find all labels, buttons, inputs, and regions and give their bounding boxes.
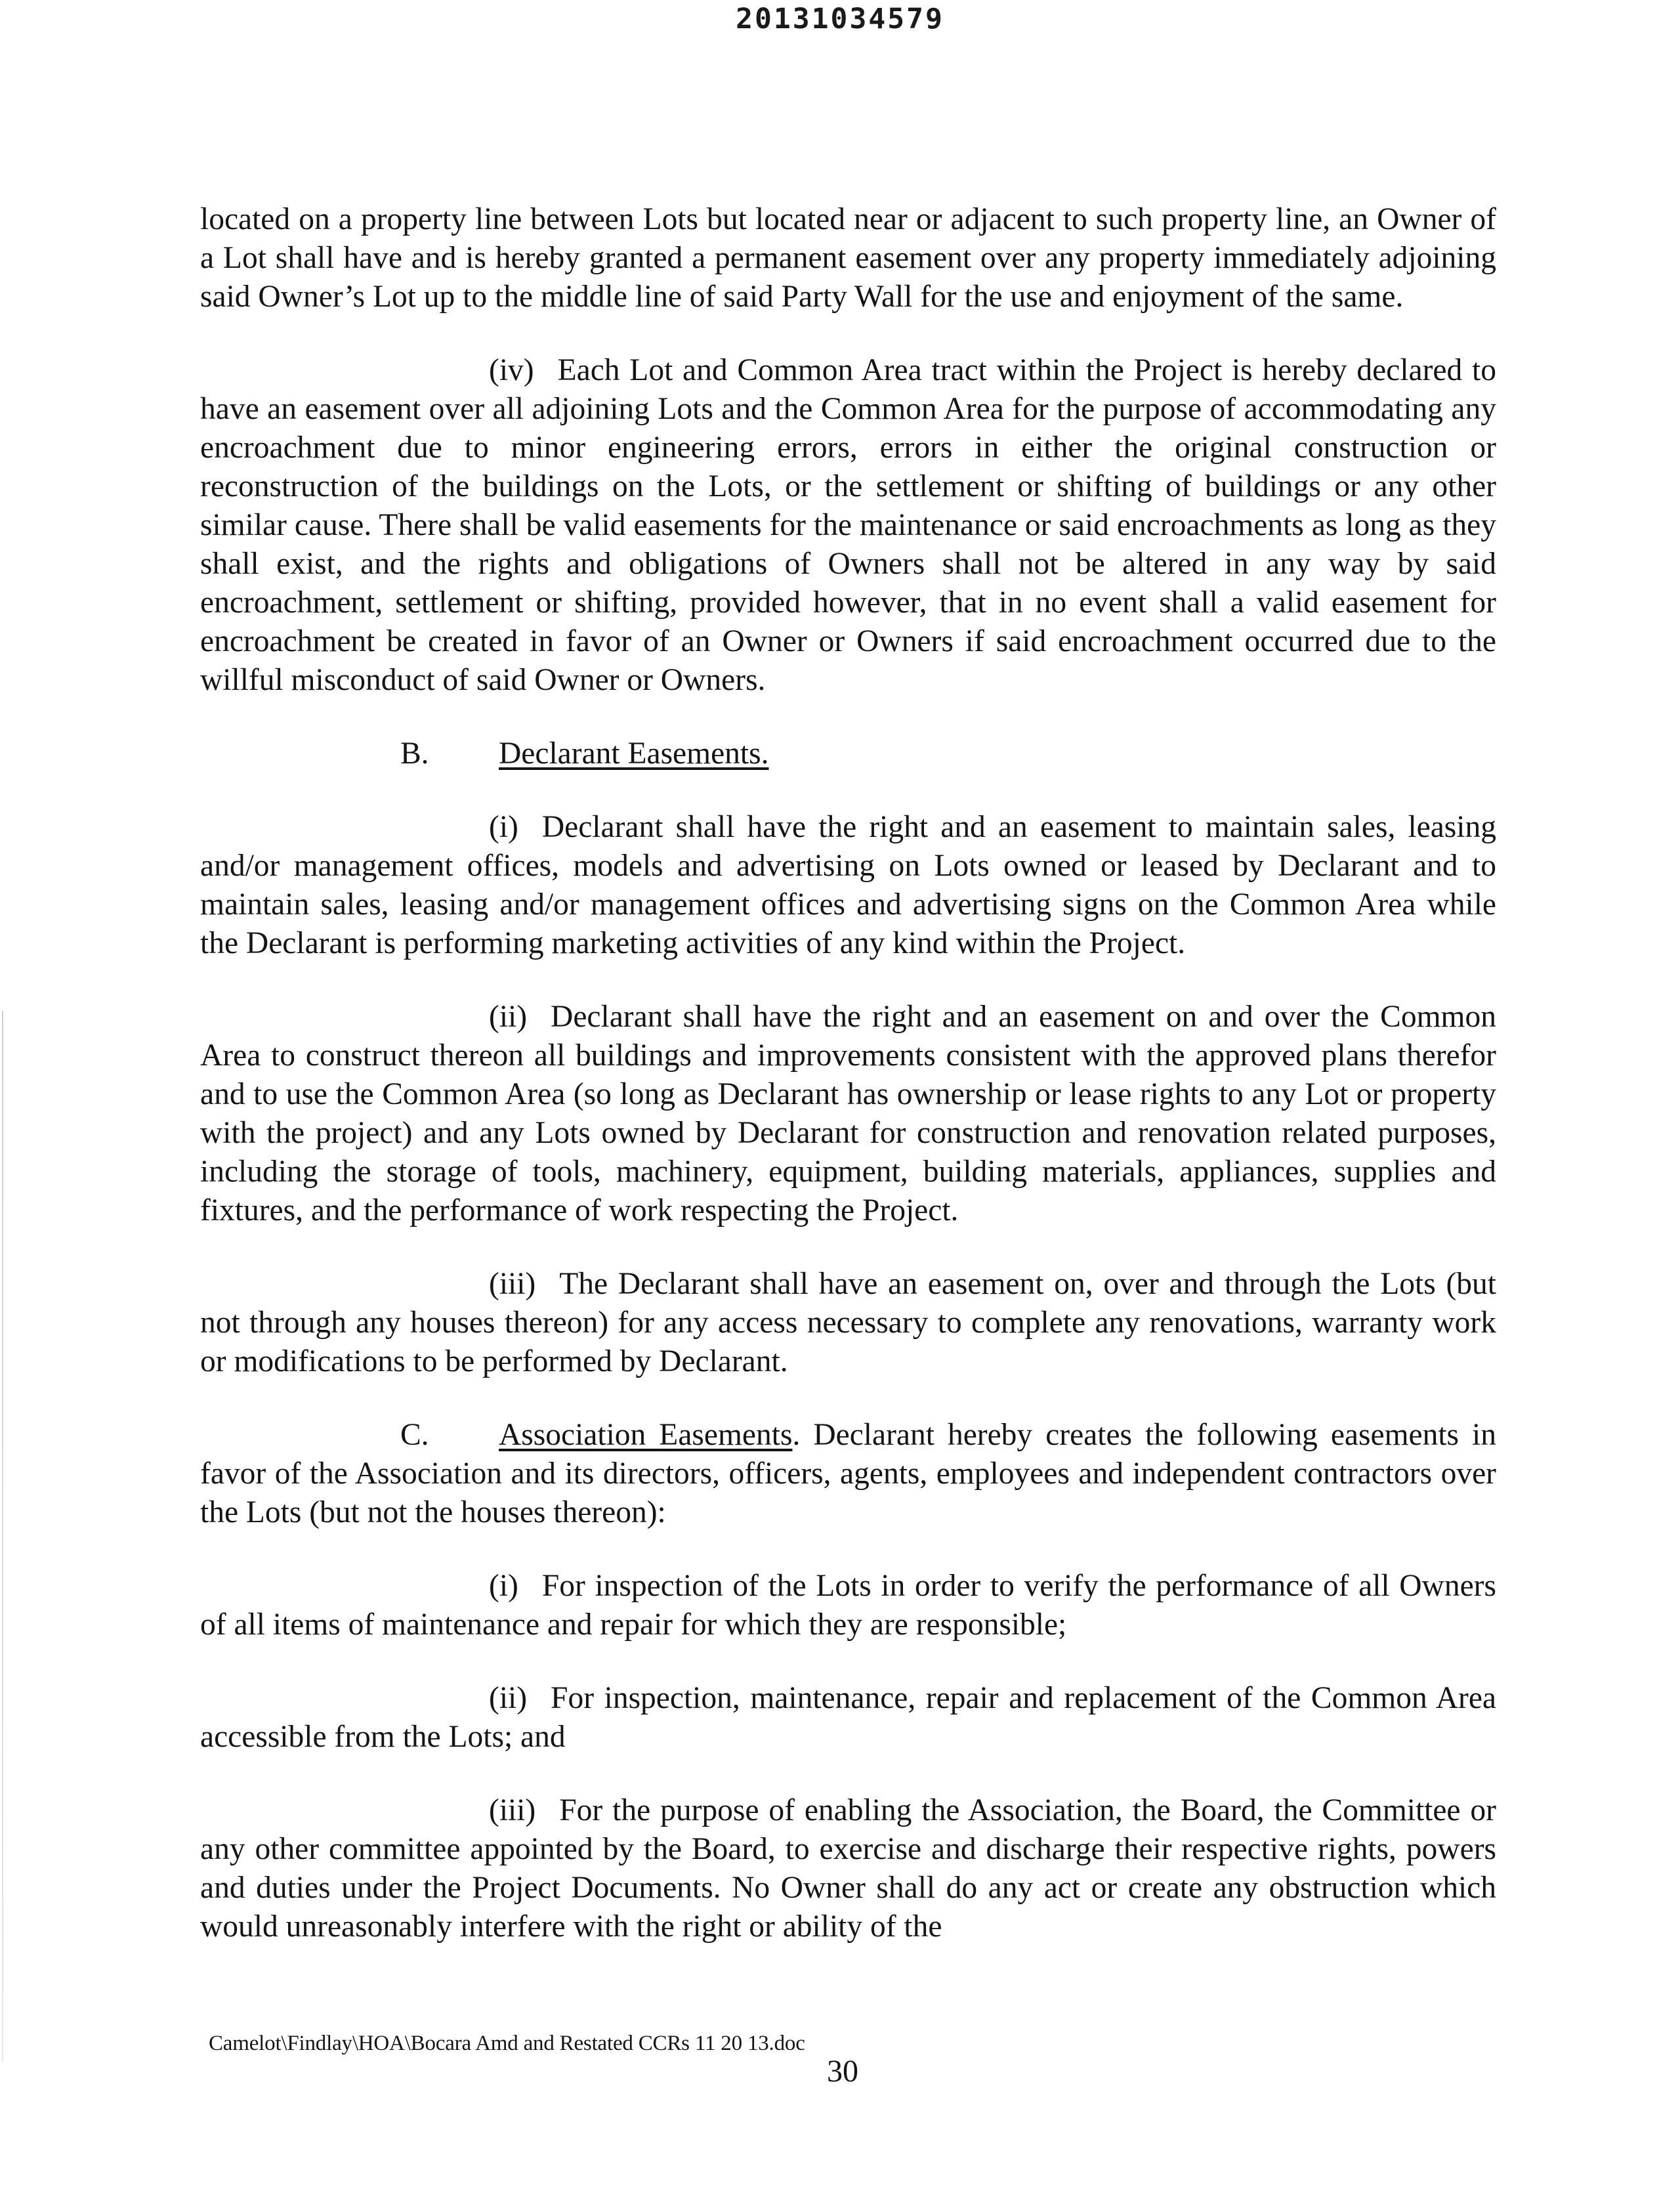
paragraph-text: For the purpose of enabling the Association, the Board, the Committee or any other committee appointed by the Board, to exercise and discharge their respective rights, powers and duties under the Project Documents. No Owner shall do any act or create any obstruction which would unreasonably interfere with the right or ability of the bbox=[200, 1793, 1496, 1944]
document-number: 20131034579 bbox=[736, 3, 944, 35]
paragraph-c-ii bbox=[200, 1679, 1496, 1757]
paragraph-label: (i) bbox=[489, 810, 518, 844]
section-letter: C. bbox=[400, 1418, 429, 1452]
section-c-paragraph bbox=[200, 1416, 1496, 1532]
document-body bbox=[200, 200, 1496, 1981]
paragraph-c-i bbox=[200, 1567, 1496, 1644]
page-number: 30 bbox=[827, 2054, 858, 2089]
section-title: Declarant Easements. bbox=[499, 736, 769, 771]
paragraph-text: For inspection of the Lots in order to verify the performance of all Owners of all items of maintenance and repair for which they are responsible; bbox=[200, 1569, 1496, 1642]
paragraph-iv bbox=[200, 351, 1496, 700]
paragraph-label: (iii) bbox=[489, 1267, 536, 1301]
scan-edge-line bbox=[2, 1011, 3, 2061]
paragraph-label: (iii) bbox=[489, 1793, 536, 1827]
footer-file-path: Camelot\Findlay\HOA\Bocara Amd and Restated CCRs 11 20 13.doc bbox=[209, 2032, 805, 2055]
section-b-heading bbox=[200, 735, 1496, 773]
paragraph-label: (ii) bbox=[489, 1000, 528, 1034]
paragraph-label: (ii) bbox=[489, 1681, 528, 1715]
paragraph-text: For inspection, maintenance, repair and replacement of the Common Area accessible from the Lots; and bbox=[200, 1681, 1496, 1754]
section-text: . Declarant hereby creates the following easements in favor of the Association and its directors, officers, agents, employees and independent contractors over the Lots (but not the houses thereon): bbox=[200, 1418, 1496, 1529]
paragraph-text: Declarant shall have the right and an easement to maintain sales, leasing and/or management offices, models and advertising on Lots owned or leased by Declarant and to maintain sales, leasing and/or management offices and advertising signs on the Common Area while the Declarant is performing marketing activities of any kind within the Project. bbox=[200, 810, 1496, 960]
paragraph-text: Declarant shall have the right and an easement on and over the Common Area to construct thereon all buildings and improvements consistent with the approved plans therefor and to use the Common Area (so long as Declarant has ownership or lease rights to any Lot or property with the project) and any Lots owned by Declarant for construction and renovation related purposes, including the storage of tools, machinery, equipment, building materials, appliances, supplies and fixtures, and the performance of work respecting the Project. bbox=[200, 1000, 1496, 1227]
paragraph-text: Each Lot and Common Area tract within the Project is hereby declared to have an easement over all adjoining Lots and the Common Area for the purpose of accommodating any encroachment due to minor engineering errors, errors in either the original construction or reconstruction of the buildings on the Lots, or the settlement or shifting of buildings or any other similar cause. There shall be valid easements for the maintenance or said encroachments as long as they shall exist, and the rights and obligations of Owners shall not be altered in any way by said encroachment, settlement or shifting, provided however, that in no event shall a valid easement for encroachment be created in favor of an Owner or Owners if said encroachment occurred due to the willful misconduct of said Owner or Owners. bbox=[200, 353, 1496, 697]
paragraph-c-iii bbox=[200, 1791, 1496, 1946]
paragraph-b-iii bbox=[200, 1265, 1496, 1381]
paragraph-label: (iv) bbox=[489, 353, 534, 387]
paragraph-b-i bbox=[200, 808, 1496, 963]
paragraph-label: (i) bbox=[489, 1569, 518, 1603]
paragraph-text: The Declarant shall have an easement on, over and through the Lots (but not through any houses thereon) for any access necessary to complete any renovations, warranty work or modifications to be performed by Declarant. bbox=[200, 1267, 1496, 1378]
paragraph-continuation: located on a property line between Lots but located near or adjacent to such property line, an Owner of a Lot shall have and is hereby granted a permanent easement over any property immediately adjoining said Owner’s Lot up to the middle line of said Party Wall for the use and enjoyment of the same. bbox=[200, 202, 1496, 314]
section-title: Association Easements bbox=[499, 1418, 793, 1452]
section-letter: B. bbox=[400, 736, 429, 771]
paragraph-b-ii bbox=[200, 998, 1496, 1230]
